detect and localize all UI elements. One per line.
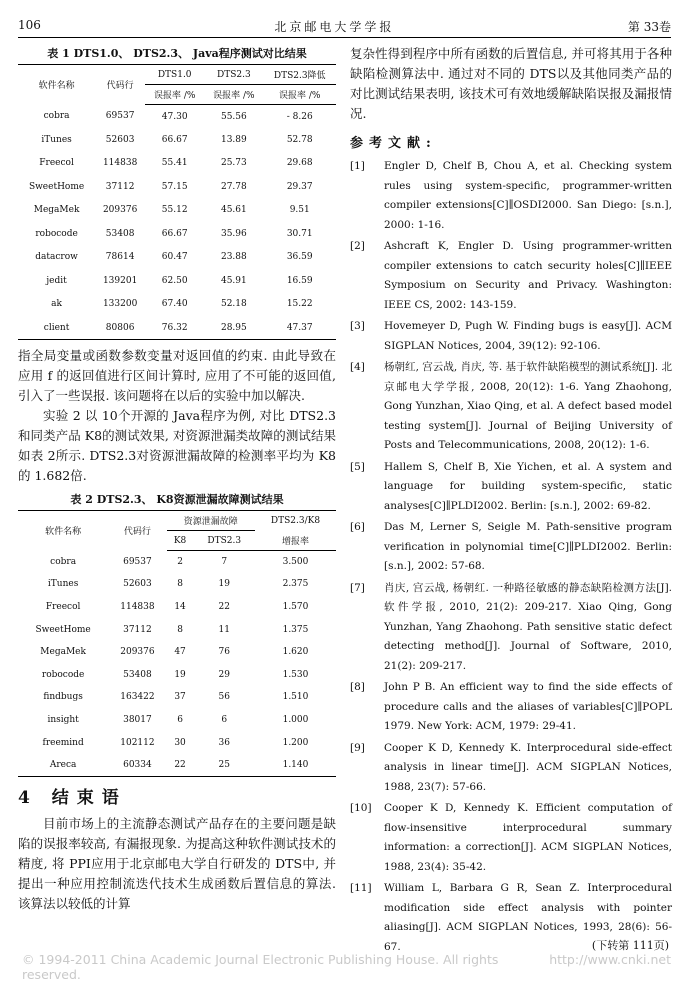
table1-row: [18, 246, 336, 270]
table1-cell: jedit: [46, 275, 67, 286]
table1-cell: 9.51: [289, 205, 310, 216]
table2-cell: 163422: [120, 692, 155, 703]
reference-text: Hallem S, Chelf B, Xie Yichen, et al. A system and language for building system-specific, static analyses[C]∥PLDI2002. Berlin: [s.n.], 2002: 69-82.: [384, 460, 672, 512]
reference-item: [350, 157, 672, 235]
table2-cell: 19: [218, 579, 230, 590]
table2-cell: 47: [174, 647, 186, 658]
table1-caption: 表 1 DTS1.0、 DTS2.3、 Java程序测试对比结果: [47, 47, 307, 60]
table2-row: [18, 663, 336, 686]
page-header: [18, 18, 671, 38]
table2-cell: insight: [47, 714, 79, 725]
table2-cell: 1.140: [282, 759, 309, 770]
table2-cell: 1.510: [282, 692, 309, 703]
table2-cell: Freecol: [45, 601, 81, 612]
table2-row: [18, 686, 336, 709]
table1-cell: 25.73: [220, 158, 247, 169]
reference-item: [350, 358, 672, 456]
table1-row: [18, 316, 336, 340]
table1-cell: 66.67: [161, 134, 188, 145]
table2-row: [18, 551, 336, 574]
reference-text: Ashcraft K, Engler D. Using programmer-written compiler extensions to catch security holes[C]∥IEEE Symposium on Security and Privacy. Washington: IEEE CS, 2002: 143-159.: [384, 240, 672, 311]
table2-cell: 69537: [123, 556, 152, 567]
table2-cell: cobra: [50, 556, 77, 567]
table2-row: [18, 731, 336, 754]
table1-cell: Freecol: [39, 158, 74, 169]
reference-item: [350, 458, 672, 517]
table1-row: [18, 152, 336, 176]
table1-header-fpr: 误报率 /%: [204, 85, 263, 105]
table1-cell: 55.12: [161, 205, 188, 216]
section-4-title: 4 结束语: [18, 787, 127, 808]
reference-number: [5]: [350, 460, 365, 473]
table2-cell: 37: [174, 692, 186, 703]
table2-cell: 6: [177, 714, 183, 725]
table2-header-dts23: DTS2.3: [193, 531, 255, 551]
table1-cell: 13.89: [220, 134, 247, 145]
header-rule: [18, 37, 671, 38]
reference-text: Cooper K D, Kennedy K. Interprocedural side-effect analysis in linear time[J]. ACM SIGPLAN Notices, 1988, 23(7): 57-66.: [384, 741, 672, 793]
table2-cell: 76: [218, 647, 230, 658]
table2-cell: 2: [177, 557, 183, 568]
table2-cell: 1.200: [282, 737, 309, 748]
references-list: [350, 157, 672, 957]
table2-cell: 14: [174, 601, 186, 612]
table2-header-name: 软件名称: [45, 527, 82, 538]
reference-number: [2]: [350, 240, 365, 252]
table1-cell: 78614: [105, 252, 135, 263]
table1-cell: 55.56: [220, 111, 247, 122]
table2-cell: MegaMek: [40, 647, 86, 658]
table2-cell: 22: [174, 759, 186, 770]
table1-cell: 76.32: [161, 322, 188, 333]
table1-body: [18, 105, 336, 340]
table1-cell: 139201: [102, 275, 138, 286]
table1-cell: 52603: [105, 134, 135, 145]
table2-cell: 37112: [123, 624, 152, 635]
table2-cell: 2.375: [282, 579, 309, 590]
table1-cell: 27.78: [220, 181, 247, 192]
copyright-text: © 1994-2011 China Academic Journal Electronic Publishing House. All rights reserved.: [22, 952, 499, 982]
table2-cell: 1.570: [282, 601, 309, 612]
table2-cell: iTunes: [47, 579, 79, 590]
table2-cell: 22: [218, 601, 230, 612]
table1-cell: 62.50: [161, 275, 188, 286]
table2-cell: 25: [218, 759, 230, 770]
table2-cell: 19: [174, 669, 186, 680]
table1-cell: 67.40: [161, 299, 188, 310]
cnki-url: http://www.cnki.net: [549, 952, 671, 967]
table2-header-ratio: DTS2.3/K8: [270, 515, 321, 526]
table2-row: [18, 709, 336, 732]
table1-cell: 37112: [105, 181, 135, 192]
table2-cell: 102112: [120, 737, 155, 748]
table2-header-ratio-sub: 增报率: [255, 531, 336, 551]
table1-row: [18, 105, 336, 129]
table1-cell: MegaMek: [33, 205, 80, 216]
table1-cell: datacrow: [35, 252, 78, 263]
table1-cell: 53408: [105, 228, 135, 239]
table2-cell: 36: [218, 737, 230, 748]
table1-cell: 16.59: [286, 275, 313, 286]
reference-number: [4]: [350, 361, 365, 373]
table2-header-group: 资源泄漏故障: [183, 517, 238, 527]
table1: [18, 64, 336, 340]
reference-number: [11]: [350, 882, 372, 894]
table1-cell: 209376: [102, 205, 138, 216]
left-column: [18, 44, 336, 914]
table1-cell: 45.91: [220, 275, 247, 286]
table1-cell: 133200: [102, 299, 138, 310]
table1-cell: 55.41: [161, 158, 188, 169]
table1-cell: iTunes: [41, 134, 72, 145]
table2-cell: 1.530: [282, 669, 309, 680]
reference-number: [9]: [350, 741, 365, 754]
section-4-paragraph: 目前市场上的主流静态测试产品存在的主要问题是缺陷的误报率较高, 有漏报现象. 为提高这种软件测试技术的精度, 将 PPI应用于北京邮电大学自行研发的 DTS中, 并提出一种应用控制流迭代技术生成函数后置信息的算法. 该算法以较低的计算: [18, 815, 336, 911]
table2-cell: 8: [177, 624, 183, 635]
table2-row: [18, 596, 336, 619]
table1-cell: robocode: [35, 228, 78, 239]
table1-row: [18, 269, 336, 293]
table1-row: [18, 293, 336, 317]
reference-item: [350, 518, 672, 577]
journal-title: 北京邮电大学学报: [274, 20, 395, 34]
right-column: [350, 44, 672, 959]
table1-cell: 80806: [105, 322, 135, 333]
table1-cell: client: [43, 322, 70, 333]
reference-item: [350, 237, 672, 315]
table1-cell: 36.59: [286, 252, 313, 263]
table2-row: [18, 754, 336, 777]
table2-cell: 29: [218, 669, 230, 680]
table1-cell: 57.15: [161, 181, 188, 192]
table1-cell: 29.68: [286, 158, 313, 169]
reference-number: [7]: [350, 581, 365, 594]
volume-label: 第 33卷: [627, 20, 671, 34]
reference-text: Engler D, Chelf B, Chou A, et al. Checking system rules using system-specific, programmer-written compiler extensions[C]∥OSDI2000. San Diego: [s.n.], 2000: 1-16.: [384, 160, 672, 231]
table2-cell: 11: [218, 624, 230, 635]
reference-text: William L, Barbara G R, Sean Z. Interprocedural modification side effect analysis with pointer aliasing[J]. ACM SIGPLAN Notices, 1993, 28(6): 56-67.: [384, 882, 672, 953]
table2-cell: 8: [177, 579, 183, 590]
table1-header-loc: 代码行: [106, 81, 134, 92]
reference-text: John P B. An efficient way to find the side effects of procedure calls and the aliases of variables[C]∥POPL 1979. New York: ACM, 1979: 29-41.: [384, 681, 672, 732]
table1-row: [18, 128, 336, 152]
table2-cell: 7: [221, 557, 228, 568]
page-number: 106: [18, 18, 41, 32]
table1-cell: 30.71: [286, 228, 313, 239]
table1-cell: 35.96: [220, 228, 247, 239]
table2-cell: findbugs: [43, 692, 83, 703]
table1-cell: 114838: [102, 158, 138, 169]
table2-cell: 30: [174, 737, 186, 748]
table2-cell: Areca: [49, 759, 77, 770]
table1-cell: 60.47: [161, 252, 188, 263]
table2-cell: 1.620: [282, 647, 309, 658]
table2-cell: 1.375: [282, 624, 309, 635]
table1-cell: 52.18: [220, 299, 247, 310]
table1-cell: 52.78: [286, 134, 313, 145]
table2-cell: 3.500: [282, 557, 309, 568]
references-title: 参考文献:: [350, 136, 437, 151]
reference-number: [6]: [350, 521, 365, 533]
table2-cell: 60334: [123, 759, 152, 770]
reference-item: [350, 317, 672, 356]
table2-cell: robocode: [41, 669, 85, 680]
reference-item: [350, 739, 672, 798]
table1-cell: 66.67: [161, 228, 188, 239]
table2-cell: 56: [218, 692, 230, 703]
right-paragraph: 复杂性得到程序中所有函数的后置信息, 并可将其用于各种缺陷检测算法中. 通过对不同的 DTS以及其他同类产品的对比测试结果表明, 该技术可有效地缓解缺陷误报及漏报情况.: [350, 46, 672, 121]
reference-number: [1]: [350, 160, 365, 172]
table1-header-fpr: 误报率 /%: [263, 85, 336, 105]
table1-cell: 69537: [105, 111, 135, 122]
table2-cell: 53408: [123, 669, 152, 680]
table1-row: [18, 199, 336, 223]
table2-cell: 209376: [120, 647, 155, 658]
table2-header-k8: K8: [167, 531, 194, 551]
table1-cell: ak: [51, 299, 62, 310]
table1-header-dts23drop: DTS2.3降低: [273, 71, 326, 81]
table1-header-dts23: DTS2.3: [217, 69, 251, 80]
table1-cell: 28.95: [220, 322, 247, 333]
table2-cell: 114838: [120, 601, 155, 612]
table1-cell: SweetHome: [28, 181, 85, 192]
table2-row: [18, 641, 336, 664]
left-paragraph-1: 指全局变量或函数参数变量对返回值的约束. 由此导致在应用 f 的返回值进行区间计算时, 应用了不可能的返回值, 引入了一些误报. 该问题将在以后的实验中加以解决.: [18, 348, 336, 403]
table1-header-fpr: 误报率 /%: [145, 85, 204, 105]
table2-row: [18, 618, 336, 641]
reference-text: Das M, Lerner S, Seigle M. Path-sensitive program verification in polynomial time[C]∥PLDI2002. Berlin: [s.n.], 2002: 57-68.: [384, 521, 672, 572]
table1-cell: 23.88: [220, 252, 247, 263]
table2: [18, 510, 336, 777]
reference-item: [350, 678, 672, 737]
page-footer: [22, 952, 671, 982]
table1-cell: - 8.26: [286, 111, 313, 122]
table1-header-dts10: DTS1.0: [157, 69, 192, 80]
reference-text: Hovemeyer D, Pugh W. Finding bugs is easy[J]. ACM SIGPLAN Notices, 2004, 39(12): 92-106.: [384, 320, 672, 352]
table1-cell: 47.30: [161, 111, 188, 122]
reference-number: [3]: [350, 320, 365, 332]
reference-text: 杨朝红, 宫云战, 肖庆, 等. 基于软件缺陷模型的测试系统[J]. 北京邮电大学学报, 2008, 20(12): 1-6. Yang Zhaohong, Gong Yunzhan, Xiao Qing, et al. A defect based model testing system[J]. Journal of Beijing University of Posts and Telecommunications, 2008, 20(12): 1-6.: [384, 361, 672, 451]
reference-item: [350, 799, 672, 877]
table2-row: [18, 573, 336, 596]
reference-item: [350, 579, 672, 677]
table2-cell: 52603: [123, 579, 152, 590]
table2-header-loc: 代码行: [123, 527, 151, 538]
table2-cell: 38017: [123, 714, 152, 725]
table1-row: [18, 222, 336, 246]
table2-cell: freemind: [42, 737, 84, 748]
table2-body: [18, 551, 336, 777]
table2-cell: 6: [221, 714, 228, 725]
table2-cell: 1.000: [282, 714, 309, 725]
table1-cell: 45.61: [220, 205, 247, 216]
table1-header-name: 软件名称: [38, 81, 75, 92]
table1-row: [18, 175, 336, 199]
left-paragraph-2: 实验 2 以 10个开源的 Java程序为例, 对比 DTS2.3和同类产品 K8的测试效果, 对资源泄漏类故障的测试结果如表 2所示. DTS2.3对资源泄漏故障的检测率平均为 K8的 1.682倍.: [18, 408, 336, 483]
reference-number: [8]: [350, 681, 365, 693]
table2-cell: SweetHome: [35, 624, 91, 635]
table1-cell: 29.37: [286, 181, 313, 192]
reference-text: Cooper K D, Kennedy K. Efficient computation of flow-insensitive interprocedural summary information: a correction[J]. ACM SIGPLAN Notices, 1988, 23(4): 35-42.: [384, 802, 672, 873]
reference-text: 肖庆, 宫云战, 杨朝红. 一种路径敏感的静态缺陷检测方法[J]. 软件学报, 2010, 21(2): 209-217. Xiao Qing, Gong Yunzhan, Yang Zhaohong. Path sensitive static defect detecting method[J]. Journal of Software, 2010, 21(2): 209-217.: [384, 581, 672, 672]
table1-cell: cobra: [43, 111, 70, 122]
table1-cell: 47.37: [286, 322, 313, 333]
continued-note: (下转第 111页): [591, 939, 669, 952]
table1-cell: 15.22: [286, 299, 313, 310]
table2-caption: 表 2 DTS2.3、 K8资源泄漏故障测试结果: [70, 493, 284, 506]
reference-number: [10]: [350, 802, 372, 814]
